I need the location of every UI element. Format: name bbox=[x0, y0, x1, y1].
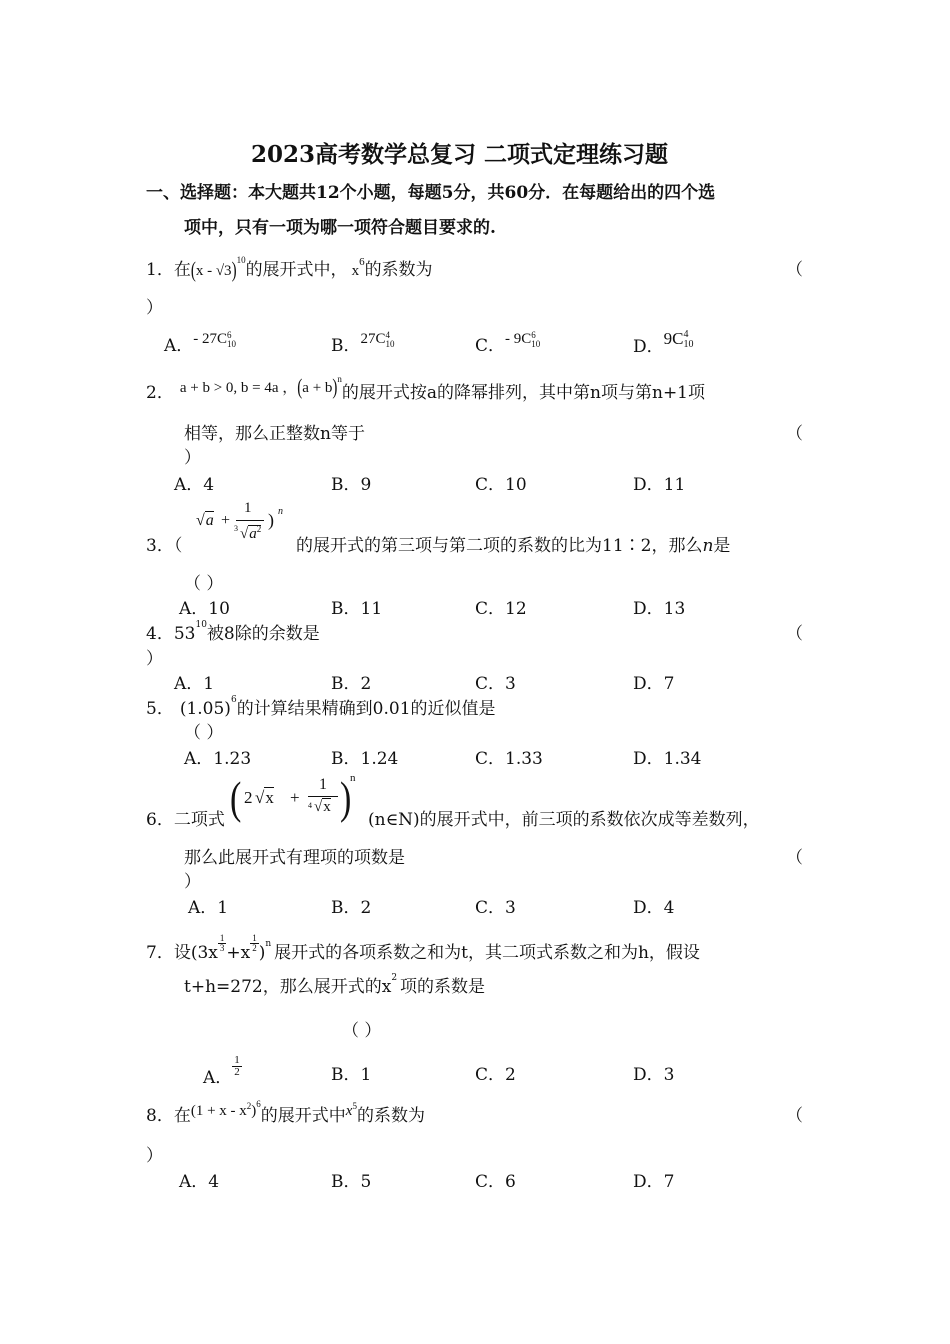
option-a[interactable]: A．4 bbox=[179, 1172, 220, 1192]
question-text: 的展开式的第三项与第二项的系数的比为11∶2，那么n是 bbox=[296, 536, 731, 556]
math-expression: $(a + b)^n$ bbox=[297, 374, 342, 400]
answer-paren-close: ） bbox=[146, 298, 163, 318]
answer-paren: （ ） bbox=[184, 574, 224, 594]
question-5: 5． $(1.05)^6$的计算结果精确到0.01的近似值是 bbox=[146, 695, 496, 719]
answer-paren-open: （ bbox=[786, 424, 803, 444]
answer-paren-open: （ bbox=[786, 260, 803, 280]
option-b[interactable]: B．11 bbox=[331, 599, 383, 619]
option-a[interactable]: A．1 bbox=[188, 898, 229, 918]
option-c[interactable]: C．1.33 bbox=[475, 749, 543, 769]
option-b[interactable]: B．1.24 bbox=[331, 749, 399, 769]
answer-paren-open: （ bbox=[786, 848, 803, 868]
math-term: $x^6$ bbox=[351, 256, 365, 279]
question-2 bbox=[146, 374, 705, 403]
answer-paren: （ ） bbox=[342, 1021, 382, 1041]
option-c[interactable]: C．3 bbox=[475, 898, 516, 918]
option-a[interactable]: A．4 bbox=[174, 475, 215, 495]
answer-paren-close: ） bbox=[146, 1146, 163, 1166]
q3-expression: √a + 1 3 $√a^2$ ) n bbox=[196, 500, 283, 542]
answer-paren-close: ） bbox=[184, 448, 201, 468]
option-b[interactable]: B．2 bbox=[331, 898, 372, 918]
option-d[interactable]: D．7 bbox=[633, 1172, 675, 1192]
question-number: 1． bbox=[146, 260, 174, 280]
option-c[interactable]: C．3 bbox=[475, 674, 516, 694]
math-condition: a + b > 0, b = 4a ， bbox=[179, 380, 298, 396]
option-d[interactable]: D．13 bbox=[633, 599, 686, 619]
answer-paren-open: （ bbox=[786, 1106, 803, 1126]
question-3-number: 3．（ bbox=[146, 536, 183, 556]
option-d[interactable]: D．4 bbox=[633, 898, 675, 918]
question-7: 7．设(3x $\frac{1}{3}$ +x $\frac{1}{2}$ )$^n$ 展开式的各项系数之和为t，其二项式系数之和为h，假设 bbox=[146, 933, 700, 963]
section-header-line1: 一、选择题：本大题共12个小题，每题5分，共60分．在每题给出的四个选 bbox=[146, 183, 716, 203]
option-d[interactable]: D．1.34 bbox=[633, 749, 702, 769]
option-a[interactable]: A．1 bbox=[174, 674, 215, 694]
question-4: 4．$53^{10}$被8除的余数是 bbox=[146, 620, 320, 644]
q6-expression: ( 2 √x + 1 4 √x ) n bbox=[230, 772, 356, 824]
option-c[interactable]: C．2 bbox=[475, 1065, 516, 1085]
answer-paren-close: ） bbox=[184, 872, 201, 892]
option-b[interactable]: B．2 bbox=[331, 674, 372, 694]
question-text: 在 bbox=[173, 260, 191, 280]
answer-paren: （ ） bbox=[184, 723, 224, 743]
question-1: 1．在(x - √3)$^{10}$的展开式中， $x^6$的系数为 bbox=[146, 255, 433, 283]
option-a[interactable]: A．10 bbox=[179, 599, 230, 619]
math-expression: (x - √3)$^{10}$ bbox=[190, 255, 246, 283]
option-b[interactable]: B．1 bbox=[331, 1065, 372, 1085]
question-text: 的展开式按a的降幂排列，其中第n项与第n+1项 bbox=[341, 383, 705, 403]
answer-paren-open: （ bbox=[786, 624, 803, 644]
question-text: (n∈N)的展开式中，前三项的系数依次成等差数列， bbox=[368, 810, 760, 830]
question-text-line2: 相等，那么正整数n等于 bbox=[184, 424, 365, 444]
option-b[interactable]: B．27C 4 10 bbox=[331, 329, 395, 356]
option-c[interactable]: C．6 bbox=[475, 1172, 516, 1192]
option-d[interactable]: D．9C 4 10 bbox=[633, 329, 694, 357]
page-title: 2023高考数学总复习 二项式定理练习题 bbox=[251, 141, 669, 168]
section-header-line2: 项中，只有一项为哪一项符合题目要求的. bbox=[184, 218, 496, 238]
question-6-prefix: 6．二项式 bbox=[146, 810, 225, 830]
question-text-line2: t+h=272，那么展开式的$x^2$ 项的系数是 bbox=[184, 973, 486, 997]
question-text-line2: 那么此展开式有理项的项数是 bbox=[184, 848, 405, 868]
option-d[interactable]: D．3 bbox=[633, 1065, 675, 1085]
option-b[interactable]: B．5 bbox=[331, 1172, 372, 1192]
question-8: 8．在$(1 + x - x^2)^6$的展开式中$x^5$的系数为 bbox=[146, 1099, 425, 1126]
option-a[interactable]: A．- 27C 6 10 bbox=[164, 329, 237, 356]
option-d[interactable]: D．7 bbox=[633, 674, 675, 694]
question-number: 2． bbox=[146, 383, 174, 403]
answer-paren-close: ） bbox=[146, 649, 163, 669]
option-a[interactable]: A．1.23 bbox=[184, 749, 252, 769]
option-a[interactable]: A． $\frac{1}{2}$ bbox=[203, 1054, 240, 1088]
option-b[interactable]: B．9 bbox=[331, 475, 372, 495]
option-d[interactable]: D．11 bbox=[633, 475, 686, 495]
option-c[interactable]: C．12 bbox=[475, 599, 527, 619]
option-c[interactable]: C．- 9C 6 10 bbox=[475, 329, 541, 356]
option-c[interactable]: C．10 bbox=[475, 475, 527, 495]
